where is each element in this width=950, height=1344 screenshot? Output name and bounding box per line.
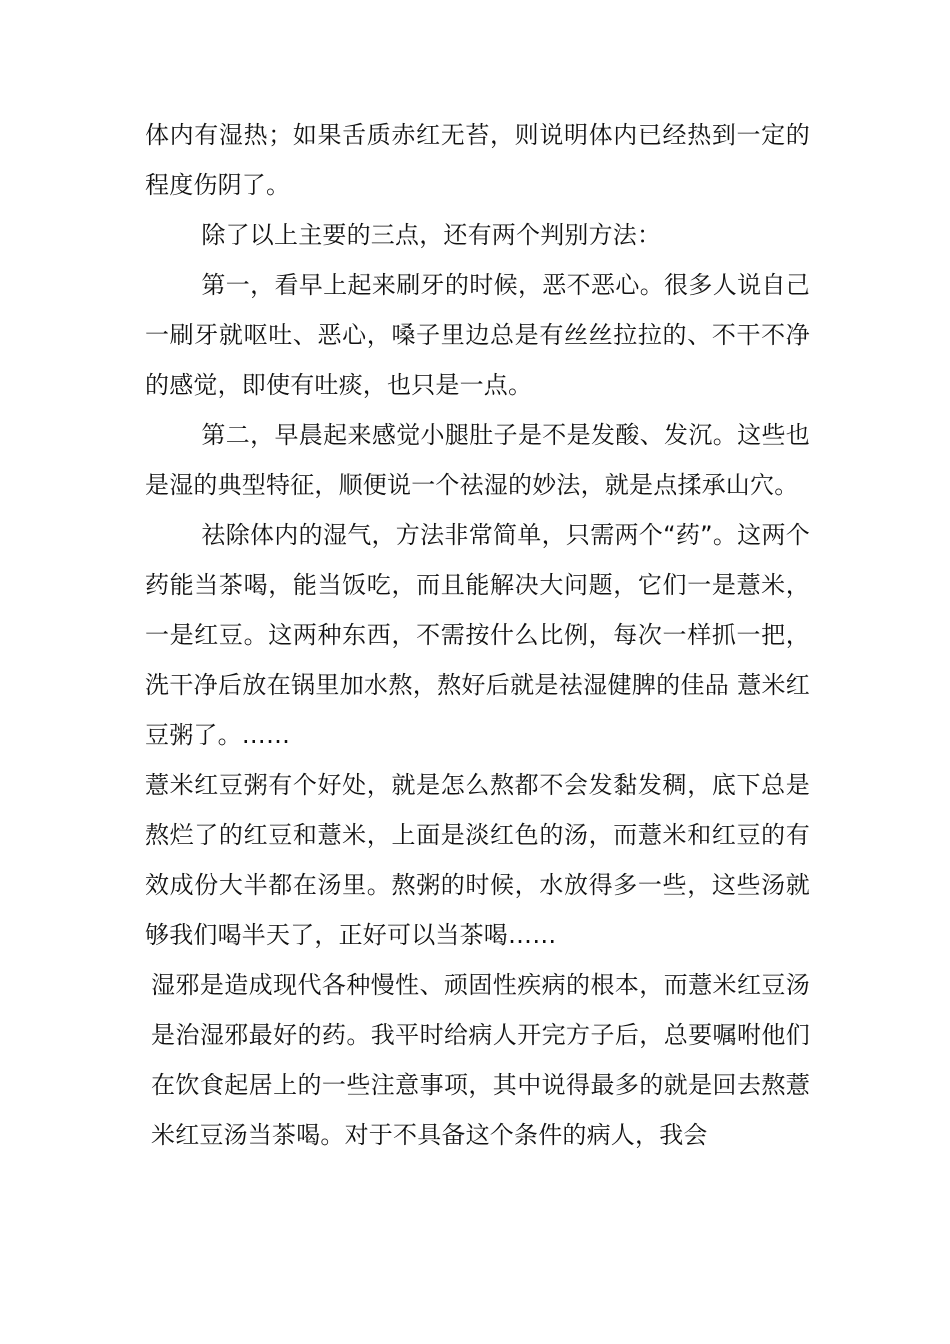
paragraph-2: 除了以上主要的三点，还有两个判别方法：	[201, 221, 662, 249]
paragraph-4: 第二，早晨起来感觉小腿肚子是不是发酸、发沉。这些也是湿的典型特征，顺便说一个祛湿的妙法，就是点揉承山穴。	[145, 421, 810, 499]
paragraph-3: 第一，看早上起来刷牙的时候，恶不恶心。很多人说自己一刷牙就呕吐、恶心，嗓子里边总是有丝丝拉拉的、不干不净的感觉，即使有吐痰，也只是一点。	[145, 271, 810, 399]
paragraph-6: 薏米红豆粥有个好处，就是怎么熬都不会发黏发稠，底下总是熬烂了的红豆和薏米，上面是淡红色的汤，而薏米和红豆的有效成份大半都在汤里。熬粥的时候，水放得多一些，这些汤就够我们喝半天了，正好可以当茶喝……	[145, 771, 810, 949]
paragraph-5: 祛除体内的湿气，方法非常简单，只需两个“药”。这两个药能当茶喝，能当饭吃，而且能解决大问题，它们一是薏米，一是红豆。这两种东西，不需按什么比例，每次一样抓一把，洗干净后放在锅里加水熬，熬好后就是祛湿健脾的佳品 薏米红豆粥了。……	[145, 521, 810, 749]
paragraph-1: 体内有湿热；如果舌质赤红无苔，则说明体内已经热到一定的程度伤阴了。	[145, 121, 810, 199]
document-body	[145, 110, 810, 1160]
paragraph-7: 湿邪是造成现代各种慢性、顽固性疾病的根本，而薏米红豆汤是治湿邪最好的药。我平时给病人开完方子后，总要嘱咐他们在饮食起居上的一些注意事项，其中说得最多的就是回去熬薏米红豆汤当茶喝。对于不具备这个条件的病人，我会	[151, 971, 810, 1149]
